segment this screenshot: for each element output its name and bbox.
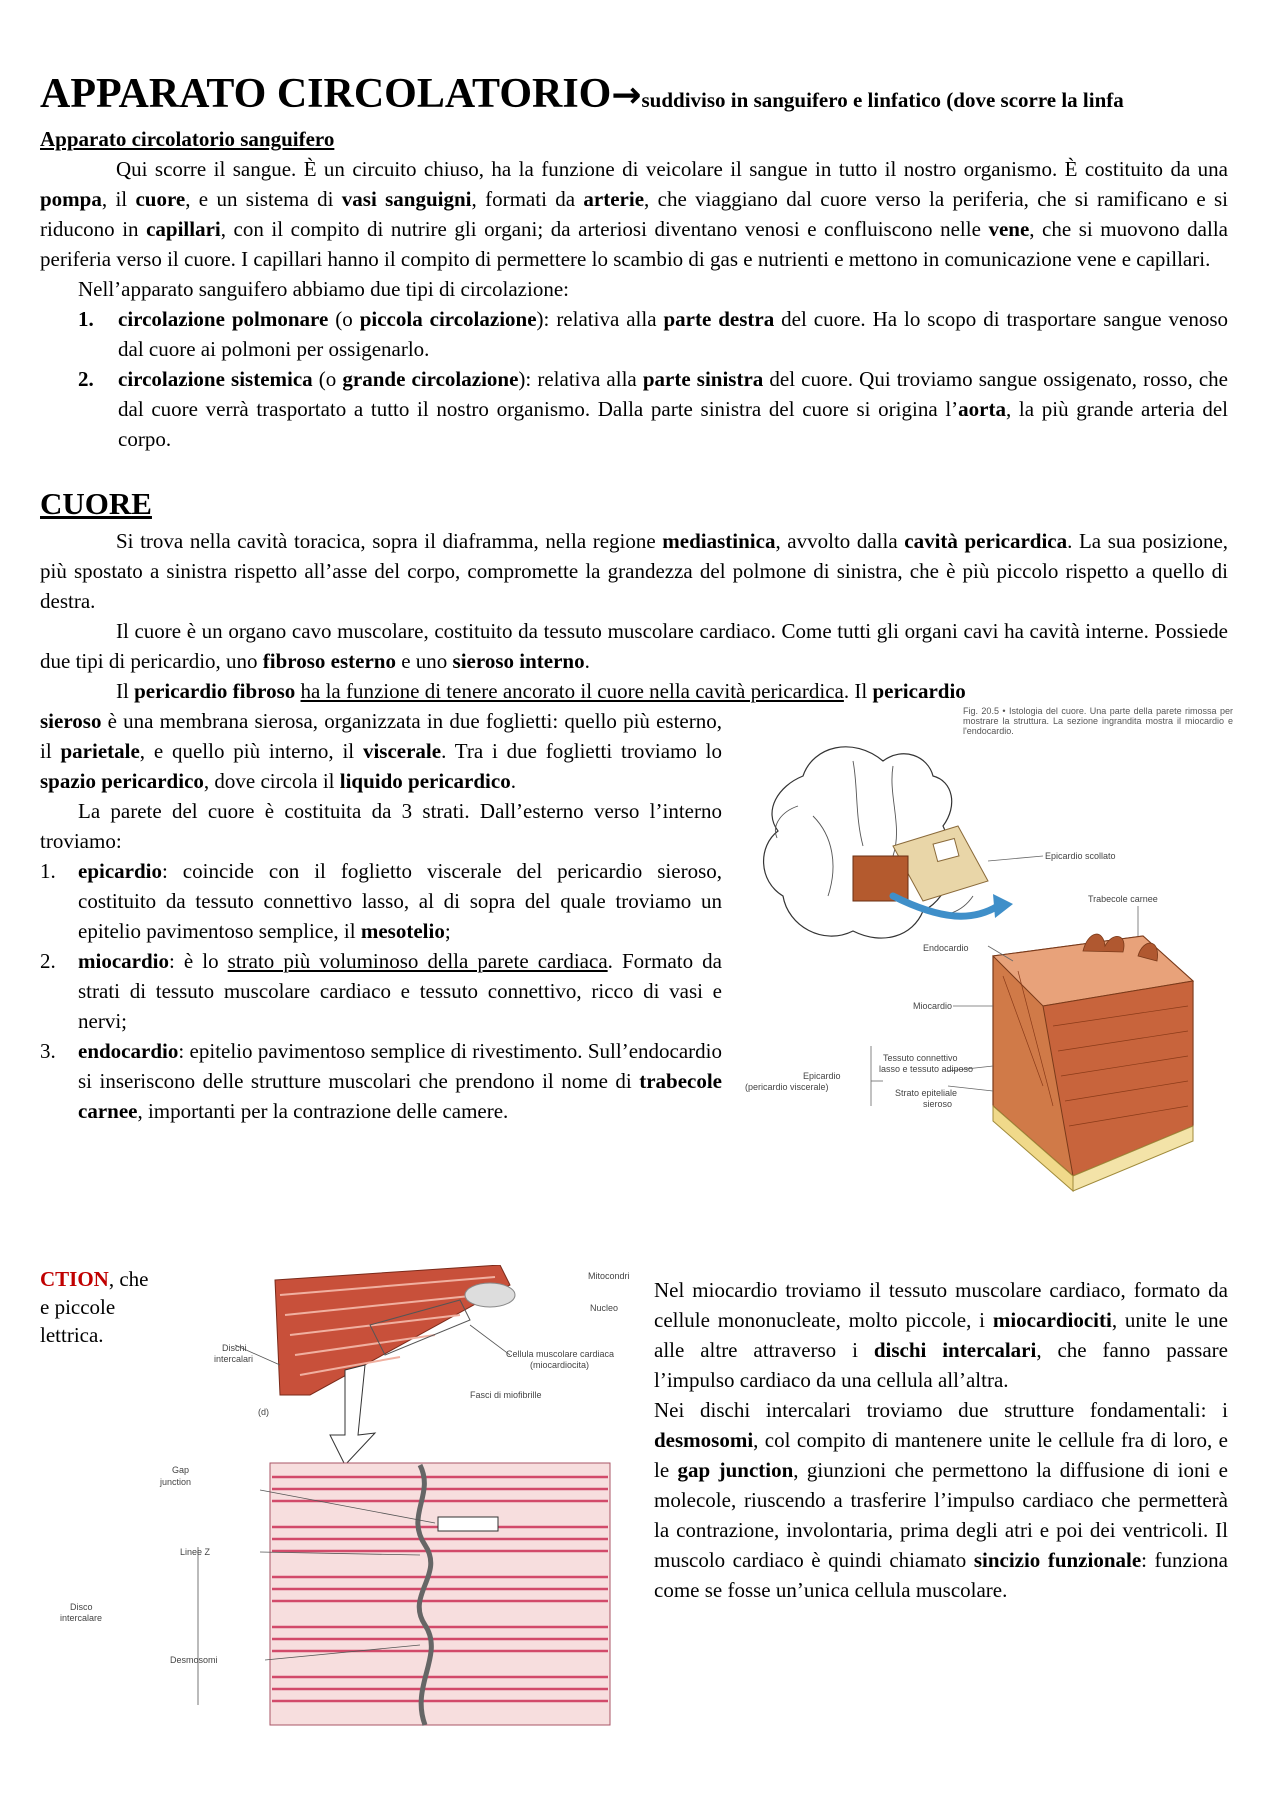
label-disco-1: Disco bbox=[70, 1602, 93, 1612]
title-subtitle: suddiviso in sanguifero e linfatico (dove scorre la linfa bbox=[641, 88, 1124, 112]
label-gap-1: Gap bbox=[172, 1465, 190, 1475]
label-disco-2: intercalare bbox=[60, 1613, 103, 1623]
heart-wall-illustration bbox=[743, 706, 1233, 1200]
magnify-arrow-icon bbox=[893, 896, 998, 916]
label-strato-2: sieroso bbox=[923, 1099, 953, 1109]
label-fasci: Fasci di miofibrille bbox=[470, 1390, 542, 1400]
miocardio-paragraph-2: Nei dischi intercalari troviamo due strutture fondamentali: i desmosomi, col compito di mantenere unite le cellule fra di loro, e le gap junction, giunzioni che permettono la diffusione di ioni e molecole, riuscendo a trasferire l’impulso cardiaco che permetterà la contrazione, involontaria, prima degli atri e poi dei ventricoli. Il muscolo cardiaco è quindi chiamato sincizio funzionale: funziona come se fosse un’unica cellula muscolare. bbox=[654, 1398, 1228, 1602]
list-item: 1. epicardio: coincide con il foglietto viscerale del pericardio sieroso, costituito da tessuto connettivo lasso, al di sopra del quale troviamo un epitelio pavimentoso semplice, il mesotelio; bbox=[40, 859, 722, 943]
cuore-paragraph-1: Si trova nella cavità toracica, sopra il diaframma, nella regione mediastinica, avvolto dalla cavità pericardica. La sua posizione, più spostato a sinistra rispetto all’asse del corpo, compromette la grandezza del polmone di sinistra, che è più piccolo rispetto a quello di destra. bbox=[40, 529, 1229, 613]
cuore-paragraph-4: La parete del cuore è costituita da 3 strati. Dall’esterno verso l’interno troviamo: bbox=[40, 799, 722, 853]
miocardio-text-column bbox=[654, 1275, 1228, 1605]
circolazione-list bbox=[40, 304, 1228, 454]
truncated-text-fragment: CTION, che e piccole lettrica. bbox=[40, 1267, 149, 1347]
label-tessuto-1: Tessuto connettivo bbox=[883, 1053, 958, 1063]
cuore-split bbox=[40, 706, 1233, 1126]
cuore-paragraph-3: Il pericardio fibroso ha la funzione di tenere ancorato il cuore nella cavità pericardica. Il pericardio bbox=[116, 679, 966, 703]
label-endocardio: Endocardio bbox=[923, 943, 969, 953]
sanguifero-paragraph-2: Nell’apparato sanguifero abbiamo due tipi di circolazione: bbox=[78, 277, 569, 301]
miocardio-paragraph-1: Nel miocardio troviamo il tessuto muscolare cardiaco, formato da cellule mononucleate, molto piccole, i miocardiociti, unite le une alle altre attraverso i dischi intercalari, che fanno passare l’impulso cardiaco da una cellula all’altra. bbox=[654, 1278, 1228, 1392]
list-item: 2. miocardio: è lo strato più voluminoso della parete cardiaca. Formato da strati di tessuto muscolare cardiaco e tessuto connettivo, ricco di vasi e nervi; bbox=[40, 949, 723, 1033]
bottom-section bbox=[40, 1265, 1228, 1735]
label-miocardio: Miocardio bbox=[913, 1001, 953, 1011]
cuore-paragraph-2: Il cuore è un organo cavo muscolare, costituito da tessuto muscolare cardiaco. Come tutti gli organi cavi ha cavità interne. Possiede due tipi di pericardio, uno fibroso esterno e uno sieroso interno. bbox=[40, 619, 1228, 673]
muscle-fibers bbox=[275, 1265, 515, 1395]
title-text: APPARATO CIRCOLATORIO bbox=[40, 71, 612, 117]
document-title bbox=[40, 70, 1228, 124]
label-cellula-1: Cellula muscolare cardiaca bbox=[506, 1349, 615, 1359]
figure-caption: Fig. 20.5 • Istologia del cuore. Una parte della parete rimossa per mostrare la struttura. La sezione ingrandita mostra il miocardio e l'endocardio. bbox=[963, 706, 1233, 736]
label-epicardio-1: Epicardio bbox=[803, 1071, 841, 1081]
striated-tissue bbox=[270, 1463, 610, 1725]
sanguifero-heading: Apparato circolatorio sanguifero bbox=[40, 127, 335, 151]
label-d: (d) bbox=[258, 1407, 269, 1417]
label-epicardio-2: (pericardio viscerale) bbox=[745, 1082, 829, 1092]
label-mitocondri: Mitocondri bbox=[588, 1271, 630, 1281]
cuore-left-column bbox=[40, 706, 722, 1126]
list-item: 2. circolazione sistemica (o grande circolazione): relativa alla parte sinistra del cuore. Qui troviamo sangue ossigenato, rosso, che dal cuore verrà trasportato a tutto il nostro organismo. Dalla parte sinistra del cuore si origina l’aorta, la più grande arteria del corpo. bbox=[78, 367, 1228, 451]
label-linee-z: Linee Z bbox=[180, 1547, 211, 1557]
label-gap-2: junction bbox=[160, 1477, 192, 1487]
layers-list bbox=[40, 856, 722, 1126]
list-item: 1. circolazione polmonare (o piccola circolazione): relativa alla parte destra del cuore. Ha lo scopo di trasportare sangue venoso dal cuore ai polmoni per ossigenarlo. bbox=[78, 307, 1229, 361]
label-dischi-1: Dischi bbox=[222, 1343, 247, 1353]
label-dischi-2: intercalari bbox=[214, 1354, 254, 1364]
label-tessuto-2: lasso e tessuto adiposo bbox=[879, 1064, 974, 1074]
label-epicardio-scollato: Epicardio scollato bbox=[1045, 851, 1116, 861]
page bbox=[40, 70, 1233, 1126]
label-desmosomi: Desmosomi bbox=[170, 1655, 218, 1665]
exposed-myocardium bbox=[853, 856, 908, 901]
heart-wall-figure bbox=[743, 706, 1233, 1200]
gap-junction-shape bbox=[438, 1517, 498, 1531]
label-nucleo: Nucleo bbox=[590, 1303, 619, 1313]
label-cellula-2: (miocardiocita) bbox=[530, 1360, 590, 1370]
list-item: 3. endocardio: epitelio pavimentoso semplice di rivestimento. Sull’endocardio si inseriscono delle strutture muscolari che prendono il nome di trabecole carnee, importanti per la contrazione delle camere. bbox=[40, 1039, 722, 1123]
cuore-paragraph-3b: sieroso è una membrana sierosa, organizzata in due foglietti: quello più esterno, il parietale, e quello più interno, il viscerale. Tra i due foglietti troviamo lo spazio pericardico, dove circola il liquido pericardico. bbox=[40, 709, 722, 793]
arrow-head-icon bbox=[993, 894, 1013, 918]
label-strato-1: Strato epiteliale bbox=[895, 1088, 958, 1098]
label-trabecole: Trabecole carnee bbox=[1088, 894, 1158, 904]
arrow-icon: → bbox=[611, 75, 642, 116]
sanguifero-paragraph-1: Qui scorre il sangue. È un circuito chiuso, ha la funzione di veicolare il sangue in tutto il nostro organismo. È costituito da una pompa, il cuore, e un sistema di vasi sanguigni, formati da arterie, che viaggiano dal cuore verso la periferia, che si ramificano e si riducono in capillari, con il compito di nutrire gli organi; da arteriosi diventano venosi e confluiscono nelle vene, che si muovono dalla periferia verso il cuore. I capillari hanno il compito di permettere lo scambio di gas e nutrienti e mettono in comunicazione vene e capillari. bbox=[40, 157, 1228, 271]
cuore-heading: CUORE bbox=[40, 486, 152, 521]
